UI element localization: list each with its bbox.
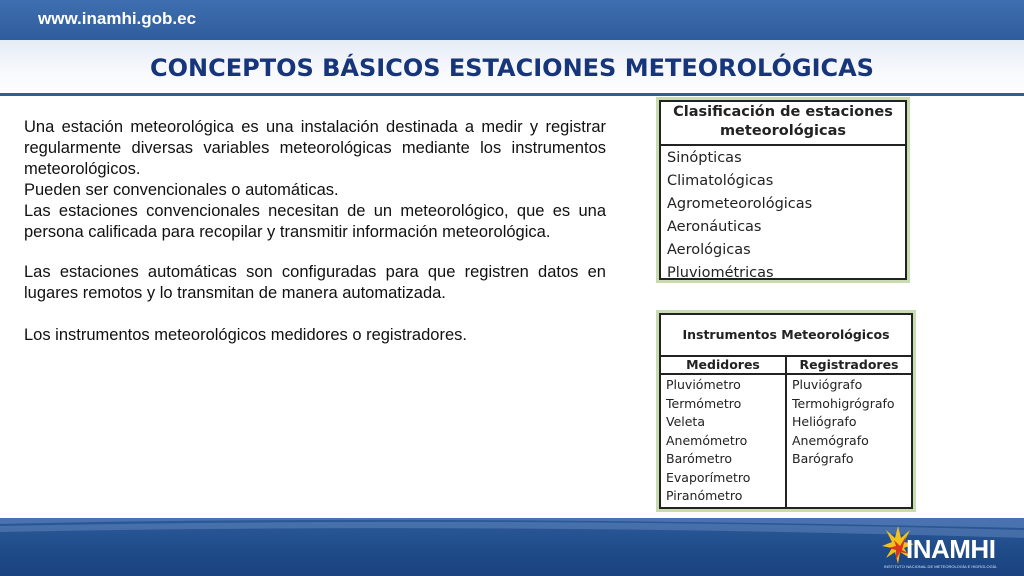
classification-item: Agrometeorológicas: [667, 196, 813, 212]
column-header-registradores: Registradores: [799, 357, 899, 372]
medidor-item: Piranómetro: [666, 488, 743, 503]
medidor-item: Anemómetro: [666, 432, 748, 448]
medidor-item: Veleta: [666, 414, 705, 429]
classification-list: [661, 146, 905, 285]
top-bar: [0, 0, 1024, 40]
instruments-table-inner: [659, 313, 913, 509]
website-url: www.inamhi.gob.ec: [38, 9, 197, 28]
title-underline: [0, 93, 1024, 96]
registrador-item: Barógrafo: [792, 451, 854, 466]
logo-text: INAMHI: [906, 534, 996, 564]
classification-item: Sinópticas: [667, 150, 742, 166]
footer-bar: [0, 518, 1024, 576]
registrador-item: Pluviógrafo: [792, 377, 863, 392]
paragraph-conventional: Las estaciones convencionales necesitan de un meteorológico, que es una persona calificada para recopilar y transmitir información meteorológica.: [24, 202, 606, 241]
medidor-item: Pluviómetro: [666, 377, 741, 392]
registrador-item: Anemógrafo: [792, 432, 869, 448]
column-header-medidores: Medidores: [661, 357, 787, 373]
classification-item: Aeronáuticas: [667, 219, 762, 235]
logo-tagline: INSTITUTO NACIONAL DE METEOROLOGÍA E HIDROLOGÍA: [884, 564, 997, 569]
footer-swoosh: [0, 518, 1024, 576]
body-text: [24, 117, 606, 346]
page-title: CONCEPTOS BÁSICOS ESTACIONES METEOROLÓGICAS: [150, 54, 874, 82]
paragraph-instruments: Los instrumentos meteorológicos medidores o registradores.: [24, 326, 467, 344]
medidor-item: Termómetro: [666, 395, 742, 411]
registradores-column: [787, 375, 911, 507]
medidor-item: Evaporímetro: [666, 469, 751, 485]
medidores-column: [661, 375, 787, 507]
instruments-table-header: Instrumentos Meteorológicos: [661, 315, 911, 357]
instruments-column-headers: [661, 357, 911, 375]
registrador-item: Termohigrógrafo: [792, 395, 895, 411]
inamhi-logo: [880, 520, 1020, 574]
registrador-item: Heliógrafo: [792, 414, 857, 429]
instruments-table-body: [661, 375, 911, 507]
classification-table-inner: [659, 100, 907, 280]
classification-item: Aerológicas: [667, 242, 751, 258]
classification-item: Pluviométricas: [667, 265, 774, 281]
classification-item: Climatológicas: [667, 173, 774, 189]
classification-table-header: Clasificación de estaciones meteorológicas: [661, 102, 905, 146]
paragraph-definition: Una estación meteorológica es una instalación destinada a medir y registrar regularmente diversas variables meteorológicas mediante los instrumentos meteorológicos.: [24, 118, 606, 178]
paragraph-types: Pueden ser convencionales o automáticas.: [24, 181, 339, 199]
instruments-table: [656, 310, 916, 512]
paragraph-automatic: Las estaciones automáticas son configuradas para que registren datos en lugares remotos y lo transmitan de manera automatizada.: [24, 263, 606, 302]
medidor-item: Barómetro: [666, 451, 733, 466]
classification-table: [656, 97, 910, 283]
